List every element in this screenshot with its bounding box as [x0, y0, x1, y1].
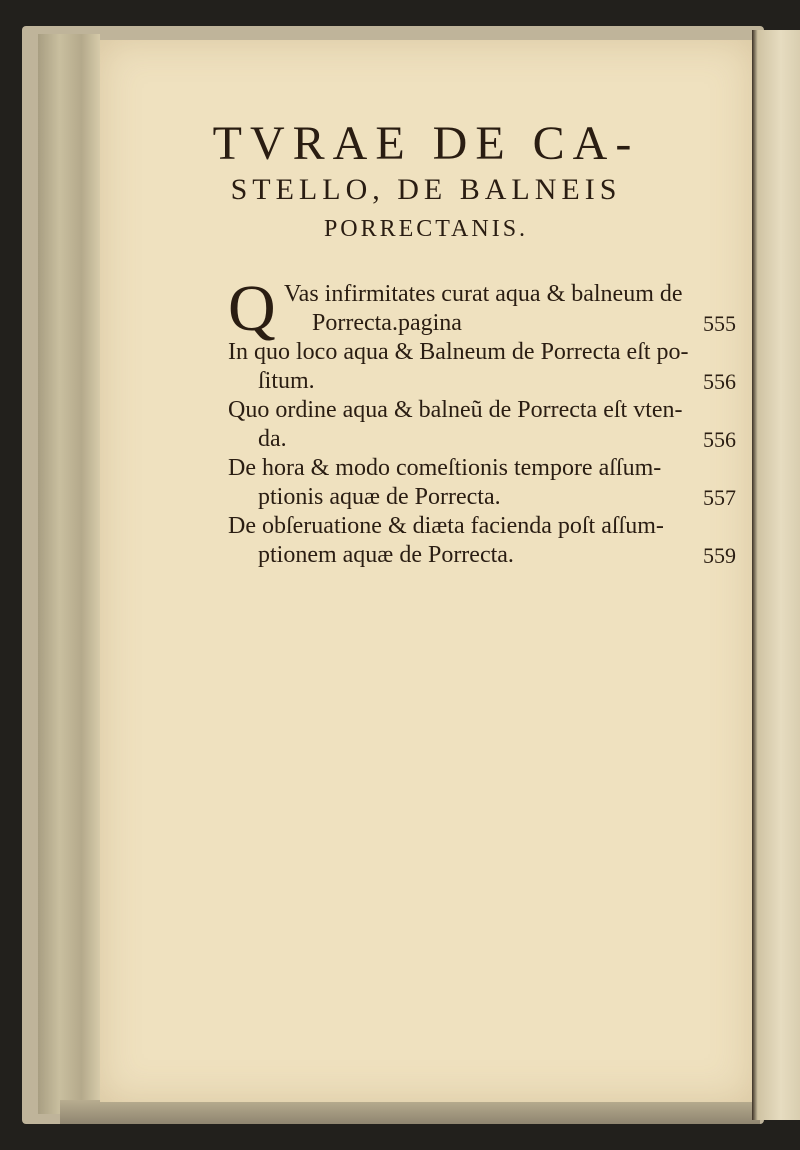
- title-line-2: STELLO, DE BALNEIS: [230, 173, 622, 206]
- toc-entry-text-cont: [228, 309, 740, 338]
- toc-entry-text-cont: [228, 483, 740, 512]
- toc-entry: [228, 512, 740, 570]
- toc-entry-text: De hora & modo comeſtionis tempore aſſum-: [228, 455, 662, 481]
- table-of-contents: [228, 280, 740, 570]
- page-number: 557: [703, 485, 736, 510]
- toc-entry-text-cont: [228, 367, 740, 396]
- toc-entry-text-cont: [228, 541, 740, 570]
- toc-entry: [228, 338, 740, 396]
- page-number: 555: [703, 311, 736, 336]
- toc-entry: [228, 396, 740, 454]
- toc-entry-text-cont: [228, 425, 740, 454]
- toc-entry-continuation: ſitum.: [258, 368, 315, 394]
- toc-entry-continuation: da.: [258, 426, 287, 452]
- title-line-1: TVRAE DE CA-: [212, 117, 640, 170]
- toc-entry-continuation: ptionem aquæ de Porrecta.: [258, 542, 514, 568]
- page-edges: [38, 34, 100, 1114]
- page-bottom-edge: [60, 1100, 760, 1124]
- toc-entry-text: De obſeruatione & diæta facienda poſt aſſum-: [228, 513, 664, 539]
- toc-entry: [228, 280, 740, 338]
- toc-entry-continuation: Porrecta.pagina: [312, 310, 462, 336]
- facing-page-edge: [752, 30, 800, 1120]
- toc-entry-text: Vas infirmitates curat aqua & balneum de: [284, 281, 683, 307]
- drop-cap: Q: [228, 272, 276, 345]
- toc-entry: [228, 454, 740, 512]
- toc-entry-text: Quo ordine aqua & balneũ de Porrecta eſt vten-: [228, 397, 683, 423]
- page-number: 556: [703, 369, 736, 394]
- page-number: 559: [703, 543, 736, 568]
- toc-entry-text: In quo loco aqua & Balneum de Porrecta eſt po-: [228, 339, 689, 365]
- page-number: 556: [703, 427, 736, 452]
- toc-entry-continuation: ptionis aquæ de Porrecta.: [258, 484, 501, 510]
- title-line-3: PORRECTANIS.: [323, 216, 529, 242]
